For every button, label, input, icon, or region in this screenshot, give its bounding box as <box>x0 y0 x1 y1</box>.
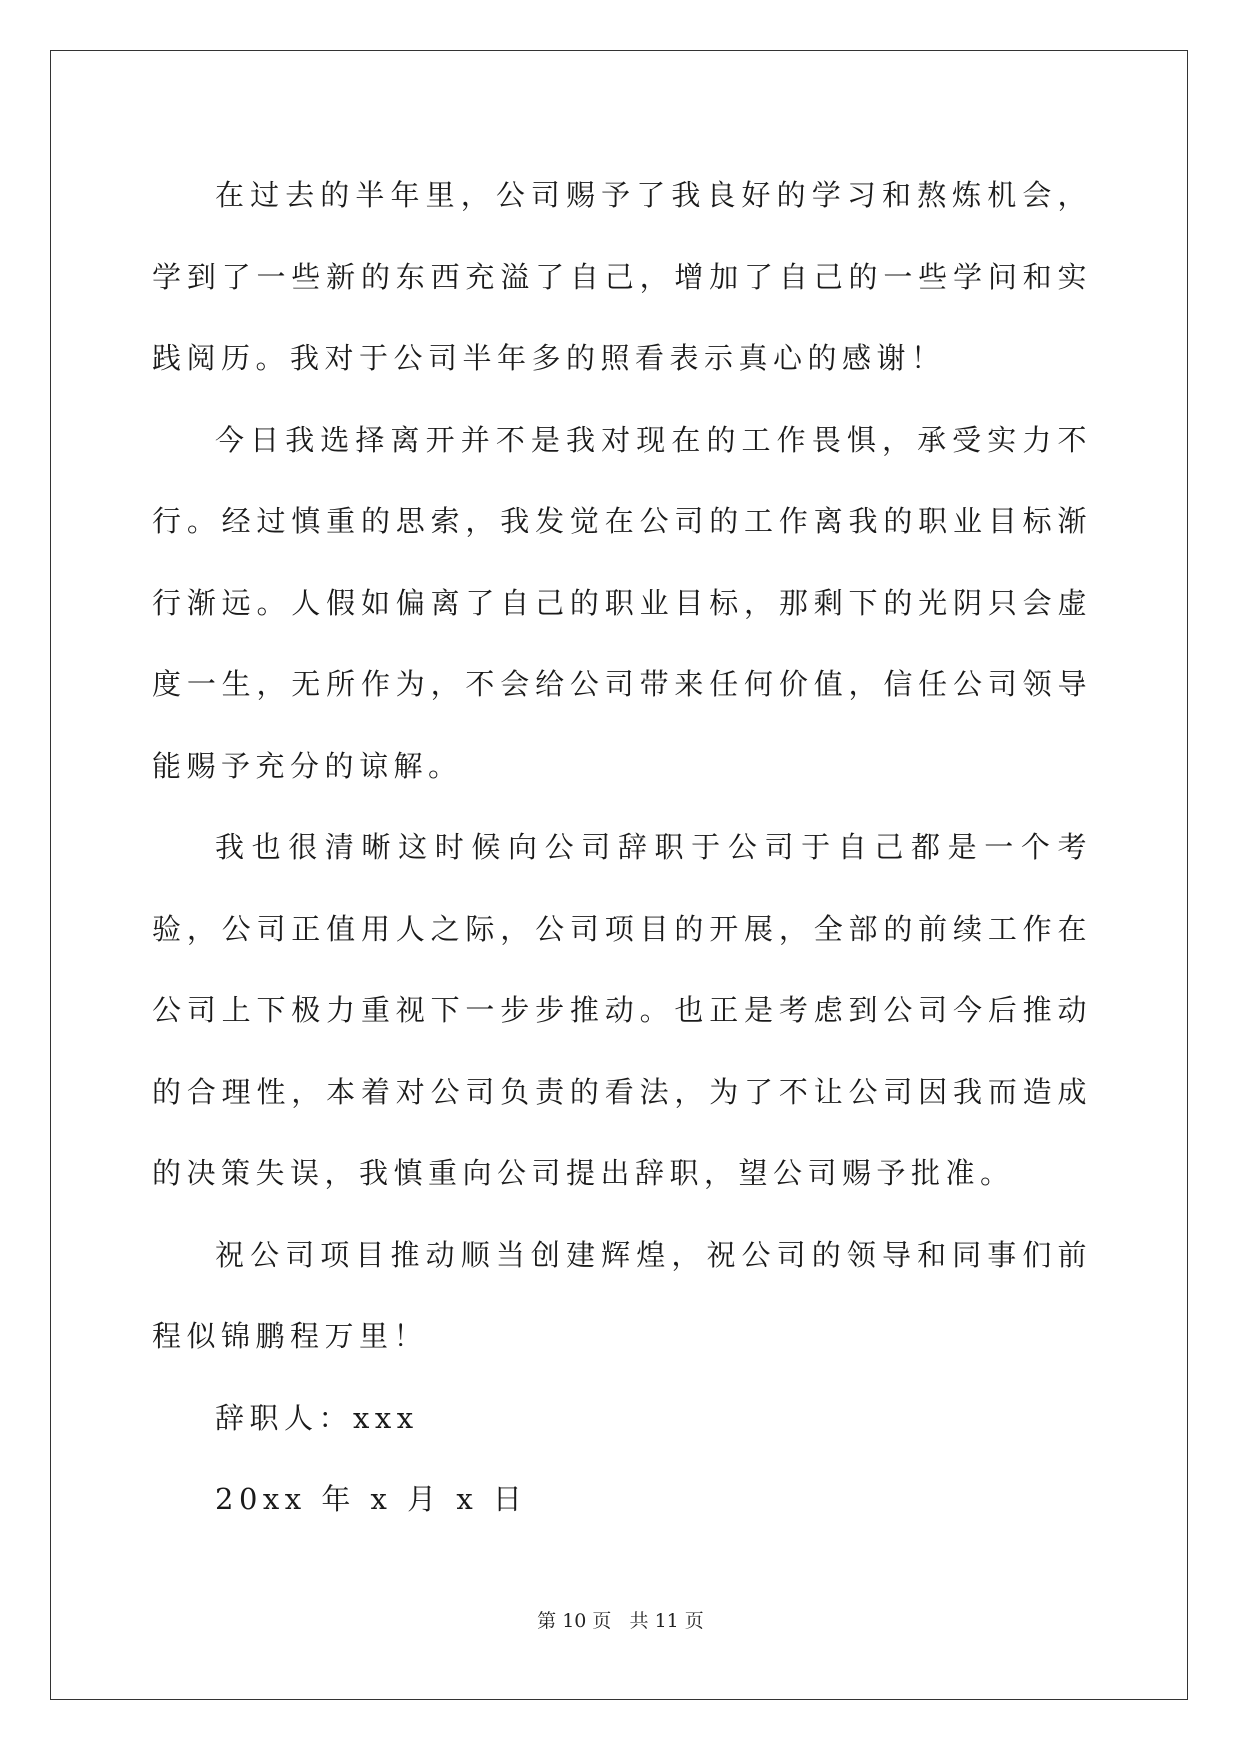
letter-body <box>152 155 1092 1541</box>
paragraph-2: 今日我选择离开并不是我对现在的工作畏惧，承受实力不行。经过慎重的思索，我发觉在公司的工作离我的职业目标渐行渐远。人假如偏离了自己的职业目标，那剩下的光阴只会虚度一生，无所作为，不会给公司带来任何价值，信任公司领导能赐予充分的谅解。 <box>152 422 1092 783</box>
paragraph-4: 祝公司项目推动顺当创建辉煌，祝公司的领导和同事们前程似锦鹏程万里！ <box>152 1237 1092 1353</box>
page-number: 第 10 页 共 11 页 <box>537 1610 704 1632</box>
date: 20xx 年 x 月 x 日 <box>215 1482 528 1516</box>
signature: 辞职人：xxx <box>215 1400 419 1435</box>
paragraph-1: 在过去的半年里，公司赐予了我良好的学习和熬炼机会，学到了一些新的东西充溢了自己，增加了自己的一些学问和实践阅历。我对于公司半年多的照看表示真心的感谢！ <box>152 178 1092 375</box>
paragraph-3: 我也很清晰这时候向公司辞职于公司于自己都是一个考验，公司正值用人之际，公司项目的开展，全部的前续工作在公司上下极力重视下一步步推动。也正是考虑到公司今后推动的合理性，本着对公司负责的看法，为了不让公司因我而造成的决策失误，我慎重向公司提出辞职，望公司赐予批准。 <box>152 830 1092 1190</box>
